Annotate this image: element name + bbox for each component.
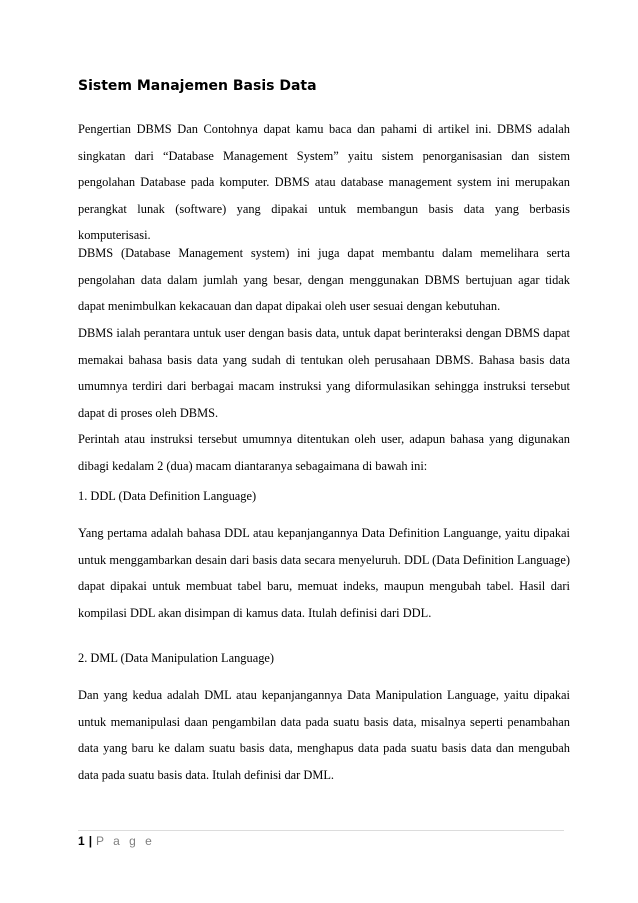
- heading-dml: 2. DML (Data Manipulation Language): [78, 651, 275, 665]
- footer-divider: [78, 830, 564, 831]
- paragraph-ddl: Yang pertama adalah bahasa DDL atau kepanjangannya Data Definition Languange, yaitu dipakai untuk menggambarkan desain dari basis data secara menyeluruh. DDL (Data Definition Language) dapat dipakai untuk membuat tabel baru, memuat indeks, maupun mengubah tabel. Hasil dari kompilasi DDL akan disimpan di kamus data. Itulah definisi dari DDL.: [78, 526, 570, 620]
- footer-separator: |: [88, 834, 93, 848]
- document-title: Sistem Manajemen Basis Data: [78, 78, 317, 94]
- page-label: P a g e: [96, 834, 155, 848]
- page-number: 1: [78, 834, 85, 848]
- heading-ddl: 1. DDL (Data Definition Language): [78, 489, 257, 503]
- page-footer: [78, 834, 155, 848]
- paragraph-dml: Dan yang kedua adalah DML atau kepanjangannya Data Manipulation Language, yaitu dipakai untuk memanipulasi daan pengambilan data pada suatu basis data, misalnya seperti penambahan data yang baru ke dalam suatu basis data, menghapus data pada suatu basis data dan mengubah data pada suatu basis data. Itulah definisi dar DML.: [78, 688, 570, 782]
- paragraph-instructions: Perintah atau instruksi tersebut umumnya ditentukan oleh user, adapun bahasa yang digunakan dibagi kedalam 2 (dua) macam diantaranya sebagaimana di bawah ini:: [78, 432, 570, 473]
- paragraph-dbms-definition: Pengertian DBMS Dan Contohnya dapat kamu baca dan pahami di artikel ini. DBMS adalah singkatan dari “Database Management System” yaitu sistem penorganisasian dan sistem pengolahan Database pada komputer. DBMS atau database management system ini merupakan perangkat lunak (software) yang dipakai untuk membangun basis data yang berbasis komputerisasi.: [78, 122, 570, 242]
- paragraph-dbms-benefits: DBMS (Database Management system) ini juga dapat membantu dalam memelihara serta pengolahan data dalam jumlah yang besar, dengan menggunakan DBMS bertujuan agar tidak dapat menimbulkan kekacauan dan dapat dipakai oleh user sesuai dengan kebutuhan.: [78, 246, 570, 313]
- paragraph-dbms-intermediary: DBMS ialah perantara untuk user dengan basis data, untuk dapat berinteraksi dengan DBMS dapat memakai bahasa basis data yang sudah di tentukan oleh perusahaan DBMS. Bahasa basis data umumnya terdiri dari berbagai macam instruksi yang diformulasikan sehingga instruksi tersebut dapat di proses oleh DBMS.: [78, 326, 570, 420]
